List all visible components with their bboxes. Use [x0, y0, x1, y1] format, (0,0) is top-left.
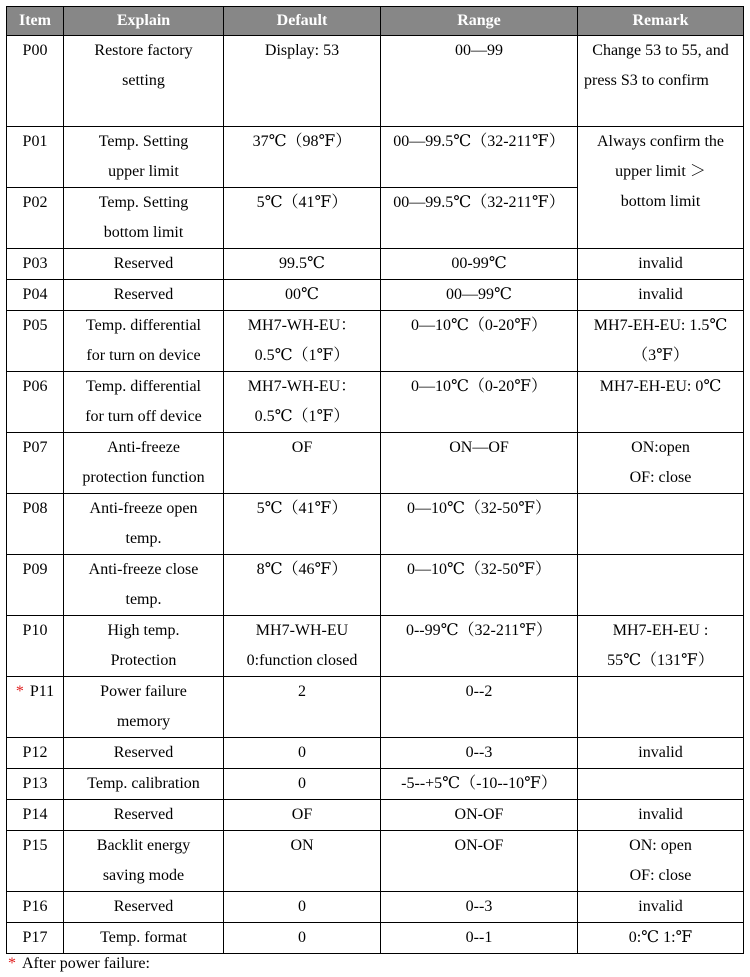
cell-explain: Temp. Setting bottom limit: [64, 188, 224, 249]
cell-default: 99.5℃: [224, 249, 381, 280]
cell-default: 00℃: [224, 280, 381, 311]
column-header-range: Range: [381, 7, 578, 36]
footnote-text: After power failure:: [22, 955, 150, 972]
cell-explain: Anti-freeze open temp.: [64, 494, 224, 555]
cell-default: 2: [224, 677, 381, 738]
column-header-item: Item: [7, 7, 64, 36]
parameter-table: [6, 6, 744, 954]
cell-range: 0--2: [381, 677, 578, 738]
cell-range: -5--+5℃（-10--10℉）: [381, 769, 578, 800]
cell-item: [7, 372, 64, 433]
column-header-default: Default: [224, 7, 381, 36]
cell-default: 5℃（41℉）: [224, 494, 381, 555]
cell-range: ON—OF: [381, 433, 578, 494]
cell-range: 00—99: [381, 36, 578, 127]
cell-item: [7, 494, 64, 555]
cell-remark: [578, 494, 744, 555]
cell-range: 0--3: [381, 738, 578, 769]
cell-item: [7, 36, 64, 127]
cell-range: 0--1: [381, 923, 578, 954]
cell-item: [7, 800, 64, 831]
item-code: P17: [22, 929, 48, 946]
cell-item: [7, 923, 64, 954]
cell-range: 0—10℃（32-50℉）: [381, 494, 578, 555]
table-row: [7, 311, 744, 372]
cell-default: MH7-WH-EU： 0.5℃（1℉）: [224, 372, 381, 433]
cell-range: 00—99.5℃（32-211℉）: [381, 127, 578, 188]
cell-range: 0--3: [381, 892, 578, 923]
cell-default: MH7-WH-EU： 0.5℃（1℉）: [224, 311, 381, 372]
item-code: P01: [22, 133, 48, 150]
cell-range: ON-OF: [381, 800, 578, 831]
table-row: [7, 280, 744, 311]
cell-range: 0--99℃（32-211℉）: [381, 616, 578, 677]
cell-explain: Temp. differential for turn on device: [64, 311, 224, 372]
cell-explain: Temp. calibration: [64, 769, 224, 800]
cell-item: [7, 555, 64, 616]
cell-default: ON: [224, 831, 381, 892]
cell-range: 0—10℃（32-50℉）: [381, 555, 578, 616]
cell-item: [7, 249, 64, 280]
cell-explain: Reserved: [64, 738, 224, 769]
cell-remark: invalid: [578, 892, 744, 923]
table-row: [7, 738, 744, 769]
item-code: P13: [22, 775, 48, 792]
column-header-explain: Explain: [64, 7, 224, 36]
cell-default: 0: [224, 738, 381, 769]
cell-range: 0—10℃（0-20℉）: [381, 311, 578, 372]
cell-explain: Temp. Setting upper limit: [64, 127, 224, 188]
cell-range: 00-99℃: [381, 249, 578, 280]
cell-default: 37℃（98℉）: [224, 127, 381, 188]
cell-explain: High temp. Protection: [64, 616, 224, 677]
column-header-remark: Remark: [578, 7, 744, 36]
cell-remark: [578, 769, 744, 800]
cell-item: [7, 433, 64, 494]
cell-remark: 0:℃ 1:℉: [578, 923, 744, 954]
table-row: [7, 36, 744, 127]
table-row: [7, 249, 744, 280]
cell-range: 00—99.5℃（32-211℉）: [381, 188, 578, 249]
cell-item: [7, 188, 64, 249]
cell-default: 0: [224, 769, 381, 800]
item-code: P09: [22, 561, 48, 578]
cell-explain: Reserved: [64, 249, 224, 280]
cell-item: [7, 769, 64, 800]
item-code: P15: [22, 837, 48, 854]
table-header-row: [7, 7, 744, 36]
cell-explain: Backlit energy saving mode: [64, 831, 224, 892]
item-code: P04: [22, 286, 48, 303]
cell-default: MH7-WH-EU 0:function closed: [224, 616, 381, 677]
item-code: P00: [22, 42, 48, 59]
cell-remark: ON: open OF: close: [578, 831, 744, 892]
cell-range: ON-OF: [381, 831, 578, 892]
cell-item: [7, 280, 64, 311]
footnote-marker: *: [8, 955, 16, 972]
table-body: [7, 36, 744, 954]
cell-remark: invalid: [578, 738, 744, 769]
cell-remark: Change 53 to 55, and press S3 to confirm: [578, 36, 744, 127]
item-code: P02: [22, 194, 48, 211]
marker-asterisk: *: [15, 683, 24, 700]
item-code: P06: [22, 378, 48, 395]
cell-default: Display: 53: [224, 36, 381, 127]
table-row: [7, 831, 744, 892]
table-row: [7, 923, 744, 954]
cell-remark: invalid: [578, 249, 744, 280]
cell-default: 8℃（46℉）: [224, 555, 381, 616]
cell-range: 0—10℃（0-20℉）: [381, 372, 578, 433]
item-code: P10: [22, 622, 48, 639]
item-code: P14: [22, 806, 48, 823]
cell-item: [7, 738, 64, 769]
cell-remark: [578, 677, 744, 738]
cell-explain: Restore factory setting: [64, 36, 224, 127]
cell-remark: [578, 555, 744, 616]
cell-item: [7, 892, 64, 923]
cell-range: 00—99℃: [381, 280, 578, 311]
cell-item: [7, 127, 64, 188]
cell-explain: Power failure memory: [64, 677, 224, 738]
cell-remark: MH7-EH-EU: 1.5℃ （3℉）: [578, 311, 744, 372]
table-row: [7, 494, 744, 555]
cell-item: [7, 311, 64, 372]
cell-default: OF: [224, 800, 381, 831]
cell-default: 0: [224, 892, 381, 923]
table-row: [7, 555, 744, 616]
table-row: [7, 769, 744, 800]
table-row: [7, 677, 744, 738]
cell-remark: invalid: [578, 280, 744, 311]
cell-explain: Reserved: [64, 800, 224, 831]
cell-default: 5℃（41℉）: [224, 188, 381, 249]
item-code: P16: [22, 898, 48, 915]
item-code: P08: [22, 500, 48, 517]
table-row: [7, 800, 744, 831]
item-code: P05: [22, 317, 48, 334]
footnote: [8, 953, 150, 975]
table-row: [7, 892, 744, 923]
cell-explain: Reserved: [64, 280, 224, 311]
cell-item: [7, 677, 64, 738]
table-row: [7, 127, 744, 188]
item-code: P11: [29, 683, 55, 700]
cell-remark: MH7-EH-EU: 0℃: [578, 372, 744, 433]
table-row: [7, 372, 744, 433]
item-code: P07: [22, 439, 48, 456]
cell-explain: Anti-freeze protection function: [64, 433, 224, 494]
cell-remark: ON:open OF: close: [578, 433, 744, 494]
cell-default: OF: [224, 433, 381, 494]
cell-remark: Always confirm the upper limit ＞ bottom limit: [578, 127, 744, 249]
table-row: [7, 616, 744, 677]
item-code: P03: [22, 255, 48, 272]
cell-explain: Temp. differential for turn off device: [64, 372, 224, 433]
cell-explain: Reserved: [64, 892, 224, 923]
cell-item: [7, 831, 64, 892]
cell-default: 0: [224, 923, 381, 954]
cell-remark: invalid: [578, 800, 744, 831]
cell-remark: MH7-EH-EU : 55℃（131℉）: [578, 616, 744, 677]
cell-explain: Anti-freeze close temp.: [64, 555, 224, 616]
cell-explain: Temp. format: [64, 923, 224, 954]
cell-item: [7, 616, 64, 677]
table-row: [7, 433, 744, 494]
item-code: P12: [22, 744, 48, 761]
